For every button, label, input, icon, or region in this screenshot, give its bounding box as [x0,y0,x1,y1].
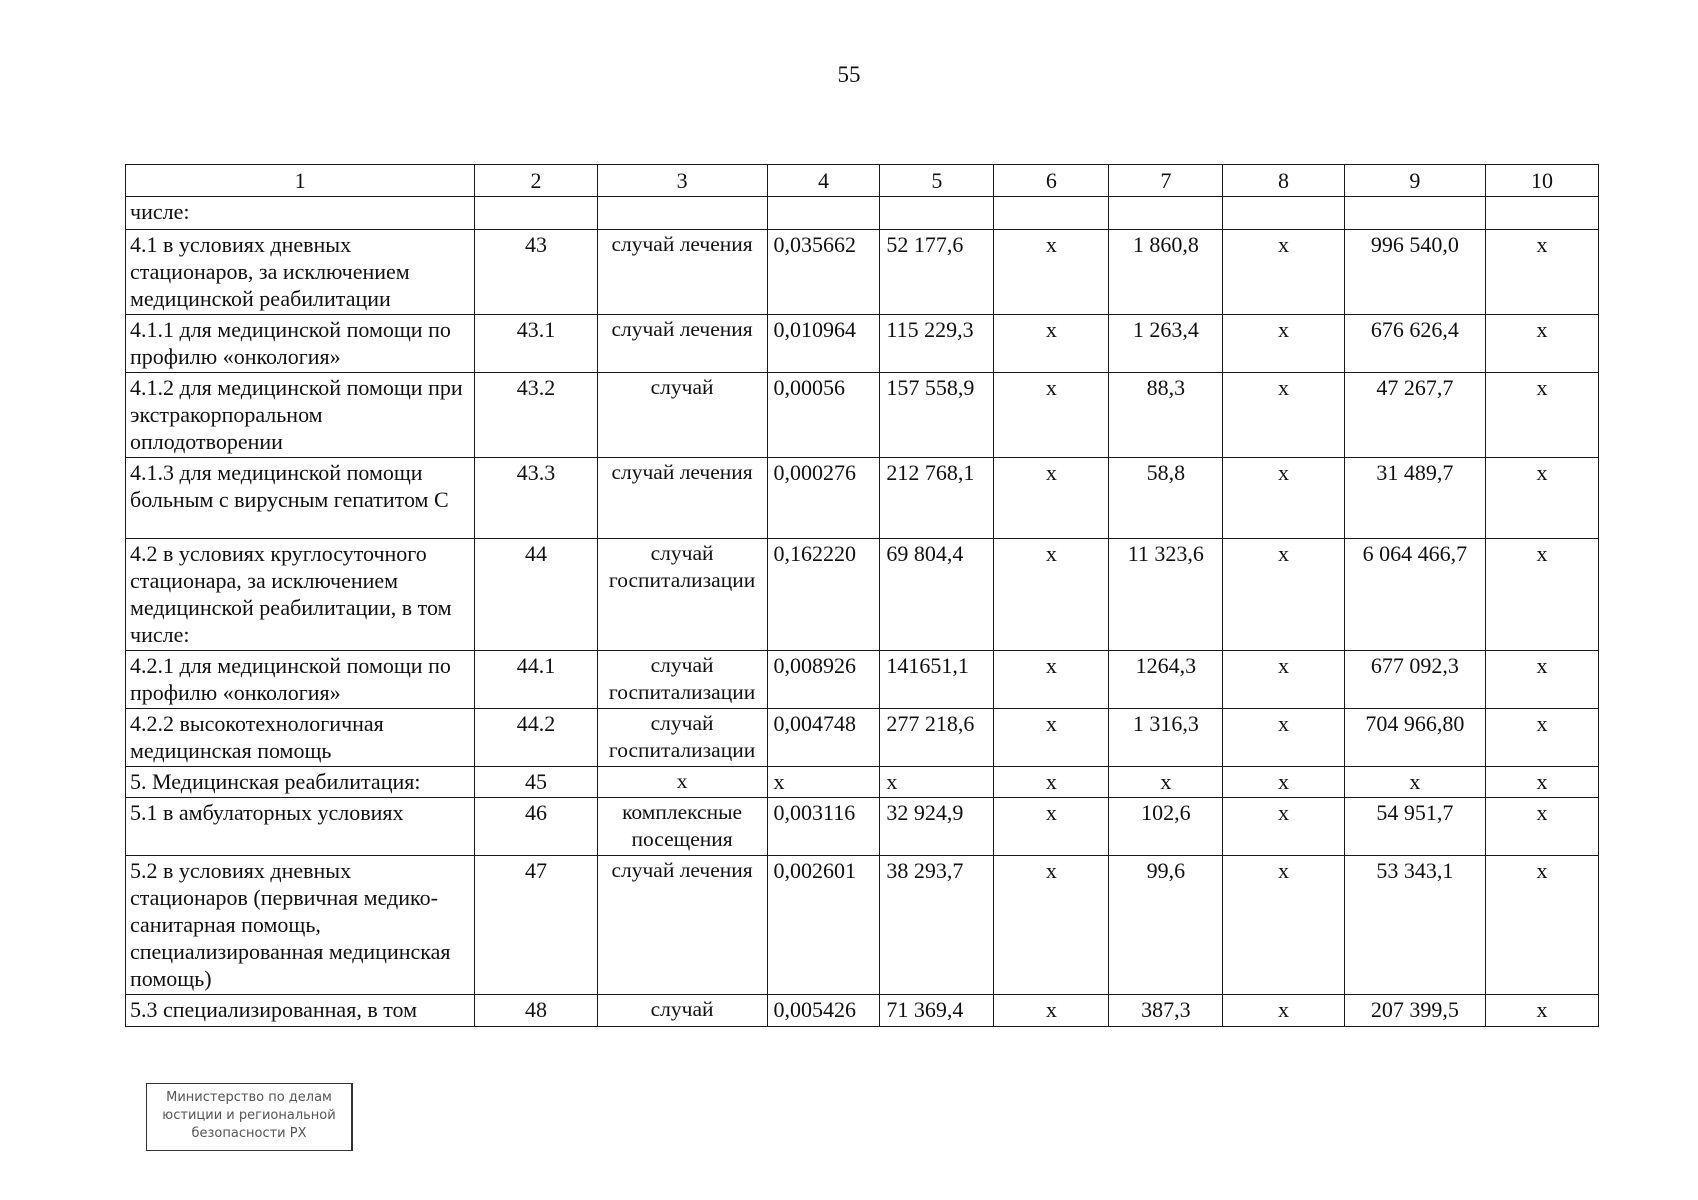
stamp-line: юстиции и региональной [162,1108,336,1123]
table-cell-col-7: 1 860,8 [1109,230,1223,315]
table-cell-col-4: х [767,767,880,798]
table-row [126,315,1599,373]
table-cell-col-8: х [1223,995,1344,1027]
table-cell-col-2 [475,197,597,230]
table-cell-col-1: 4.1 в условиях дневных стационаров, за исключением медицинской реабилитации [126,230,475,315]
page-number: 55 [837,62,861,87]
table-cell-col-7: 387,3 [1109,995,1223,1027]
table-cell-col-4: 0,005426 [767,995,880,1027]
table-cell-col-10: х [1486,856,1599,995]
table-cell-col-2: 46 [475,798,597,856]
table-cell-col-6 [994,197,1109,230]
table-cell-col-4 [767,197,880,230]
table-cell-col-3: комплексные посещения [597,798,767,856]
header-cell: 8 [1223,165,1344,197]
table-cell-col-1: 4.1.1 для медицинской помощи по профилю «онкология» [126,315,475,373]
table-cell-col-9: 6 064 466,7 [1344,539,1485,651]
table-cell-col-3: х [597,767,767,798]
header-cell: 7 [1109,165,1223,197]
table-cell-col-2: 43.2 [475,373,597,458]
table-cell-col-5: х [880,767,994,798]
table-cell-col-7: 11 323,6 [1109,539,1223,651]
table-cell-col-6: х [994,230,1109,315]
table-cell-col-10: х [1486,458,1599,539]
table-cell-col-8: х [1223,539,1344,651]
table-row [126,798,1599,856]
table-cell-col-9: 47 267,7 [1344,373,1485,458]
table-row [126,995,1599,1027]
table-cell-col-5: 38 293,7 [880,856,994,995]
table-cell-col-2: 48 [475,995,597,1027]
table-cell-col-6: х [994,995,1109,1027]
table-cell-col-10: х [1486,798,1599,856]
table-row [126,539,1599,651]
header-cell: 1 [126,165,475,197]
header-cell: 9 [1344,165,1485,197]
table-cell-col-3: случай госпитализации [597,539,767,651]
table-cell-col-1: числе: [126,197,475,230]
table-cell-col-1: 5.3 специализированная, в том [126,995,475,1027]
table-cell-col-2: 43 [475,230,597,315]
table-cell-col-5: 212 768,1 [880,458,994,539]
table-cell-col-5: 141651,1 [880,651,994,709]
table-cell-col-2: 43.3 [475,458,597,539]
table-cell-col-5: 69 804,4 [880,539,994,651]
table-cell-col-3: случай [597,373,767,458]
table-cell-col-10: х [1486,315,1599,373]
table-cell-col-3: случай лечения [597,856,767,995]
table-cell-col-6: х [994,458,1109,539]
table-cell-col-5: 32 924,9 [880,798,994,856]
table-cell-col-2: 47 [475,856,597,995]
table-cell-col-8 [1223,197,1344,230]
table-cell-col-8: х [1223,230,1344,315]
table-cell-col-5: 71 369,4 [880,995,994,1027]
table-cell-col-2: 44.1 [475,651,597,709]
table-cell-col-7: 88,3 [1109,373,1223,458]
table-cell-col-10: х [1486,373,1599,458]
stamp-line: безопасности РХ [191,1126,307,1141]
table-cell-col-9: 677 092,3 [1344,651,1485,709]
table-cell-col-10: х [1486,230,1599,315]
table-cell-col-7: х [1109,767,1223,798]
table-cell-col-9: 31 489,7 [1344,458,1485,539]
table-cell-col-8: х [1223,856,1344,995]
table-cell-col-6: х [994,798,1109,856]
table-cell-col-4: 0,000276 [767,458,880,539]
table-cell-col-3: случай госпитализации [597,709,767,767]
table-cell-col-10 [1486,197,1599,230]
table-row [126,651,1599,709]
ministry-stamp [146,1083,353,1151]
table-row [126,458,1599,539]
table-cell-col-3: случай лечения [597,230,767,315]
table-cell-col-3: случай [597,995,767,1027]
table-cell-col-6: х [994,767,1109,798]
table-cell-col-6: х [994,856,1109,995]
table-row [126,856,1599,995]
table-cell-col-9: 704 966,80 [1344,709,1485,767]
table-cell-col-2: 44.2 [475,709,597,767]
table-cell-col-10: х [1486,995,1599,1027]
table-cell-col-5: 277 218,6 [880,709,994,767]
table-cell-col-7: 99,6 [1109,856,1223,995]
header-cell: 2 [475,165,597,197]
table-cell-col-10: х [1486,709,1599,767]
table-cell-col-4: 0,162220 [767,539,880,651]
table-cell-col-9: х [1344,767,1485,798]
table-cell-col-4: 0,00056 [767,373,880,458]
table-cell-col-7: 1 263,4 [1109,315,1223,373]
table-cell-col-10: х [1486,767,1599,798]
table-cell-col-3: случай госпитализации [597,651,767,709]
table-cell-col-8: х [1223,458,1344,539]
table-cell-col-1: 4.1.2 для медицинской помощи при экстракорпоральном оплодотворении [126,373,475,458]
table-cell-col-10: х [1486,651,1599,709]
table-cell-col-4: 0,004748 [767,709,880,767]
table-cell-col-8: х [1223,709,1344,767]
table-cell-col-5: 52 177,6 [880,230,994,315]
table-cell-col-7: 1264,3 [1109,651,1223,709]
table-cell-col-5: 157 558,9 [880,373,994,458]
table-cell-col-7: 58,8 [1109,458,1223,539]
table-cell-col-1: 5.2 в условиях дневных стационаров (первичная медико-санитарная помощь, специализированная медицинская помощь) [126,856,475,995]
table-cell-col-1: 5. Медицинская реабилитация: [126,767,475,798]
table-cell-col-7 [1109,197,1223,230]
table-cell-col-2: 45 [475,767,597,798]
table-cell-col-5: 115 229,3 [880,315,994,373]
header-cell: 6 [994,165,1109,197]
table-cell-col-8: х [1223,373,1344,458]
table-cell-col-3 [597,197,767,230]
table-cell-col-1: 4.2.1 для медицинской помощи по профилю «онкология» [126,651,475,709]
table-cell-col-6: х [994,539,1109,651]
table-cell-col-9: 53 343,1 [1344,856,1485,995]
table-cell-col-7: 102,6 [1109,798,1223,856]
table-row [126,197,1599,230]
table-cell-col-2: 44 [475,539,597,651]
table-cell-col-6: х [994,709,1109,767]
table-cell-col-6: х [994,315,1109,373]
table-cell-col-9: 54 951,7 [1344,798,1485,856]
table-cell-col-4: 0,003116 [767,798,880,856]
table-cell-col-4: 0,035662 [767,230,880,315]
table-cell-col-8: х [1223,767,1344,798]
table-row [126,230,1599,315]
table-cell-col-8: х [1223,798,1344,856]
header-cell: 4 [767,165,880,197]
table-cell-col-6: х [994,651,1109,709]
table-cell-col-6: х [994,373,1109,458]
table-cell-col-2: 43.1 [475,315,597,373]
table-cell-col-3: случай лечения [597,458,767,539]
header-cell: 3 [597,165,767,197]
header-cell: 10 [1486,165,1599,197]
table-cell-col-4: 0,008926 [767,651,880,709]
table-cell-col-1: 4.2 в условиях круглосуточного стационара, за исключением медицинской реабилитации, в том числе: [126,539,475,651]
table-cell-col-5 [880,197,994,230]
table-row [126,767,1599,798]
table-cell-col-8: х [1223,315,1344,373]
table-row [126,709,1599,767]
data-table [125,164,1599,1027]
table-cell-col-9: 676 626,4 [1344,315,1485,373]
table-cell-col-4: 0,010964 [767,315,880,373]
table-row [126,373,1599,458]
table-cell-col-1: 4.1.3 для медицинской помощи больным с вирусным гепатитом С [126,458,475,539]
header-cell: 5 [880,165,994,197]
stamp-line: Министерство по делам [166,1090,332,1105]
table-cell-col-9: 207 399,5 [1344,995,1485,1027]
table-cell-col-10: х [1486,539,1599,651]
table-cell-col-7: 1 316,3 [1109,709,1223,767]
table-cell-col-4: 0,002601 [767,856,880,995]
table-cell-col-8: х [1223,651,1344,709]
table-cell-col-3: случай лечения [597,315,767,373]
table-header-row [126,165,1599,197]
table-cell-col-1: 4.2.2 высокотехнологичная медицинская помощь [126,709,475,767]
table-cell-col-9 [1344,197,1485,230]
table-cell-col-1: 5.1 в амбулаторных условиях [126,798,475,856]
table-cell-col-9: 996 540,0 [1344,230,1485,315]
